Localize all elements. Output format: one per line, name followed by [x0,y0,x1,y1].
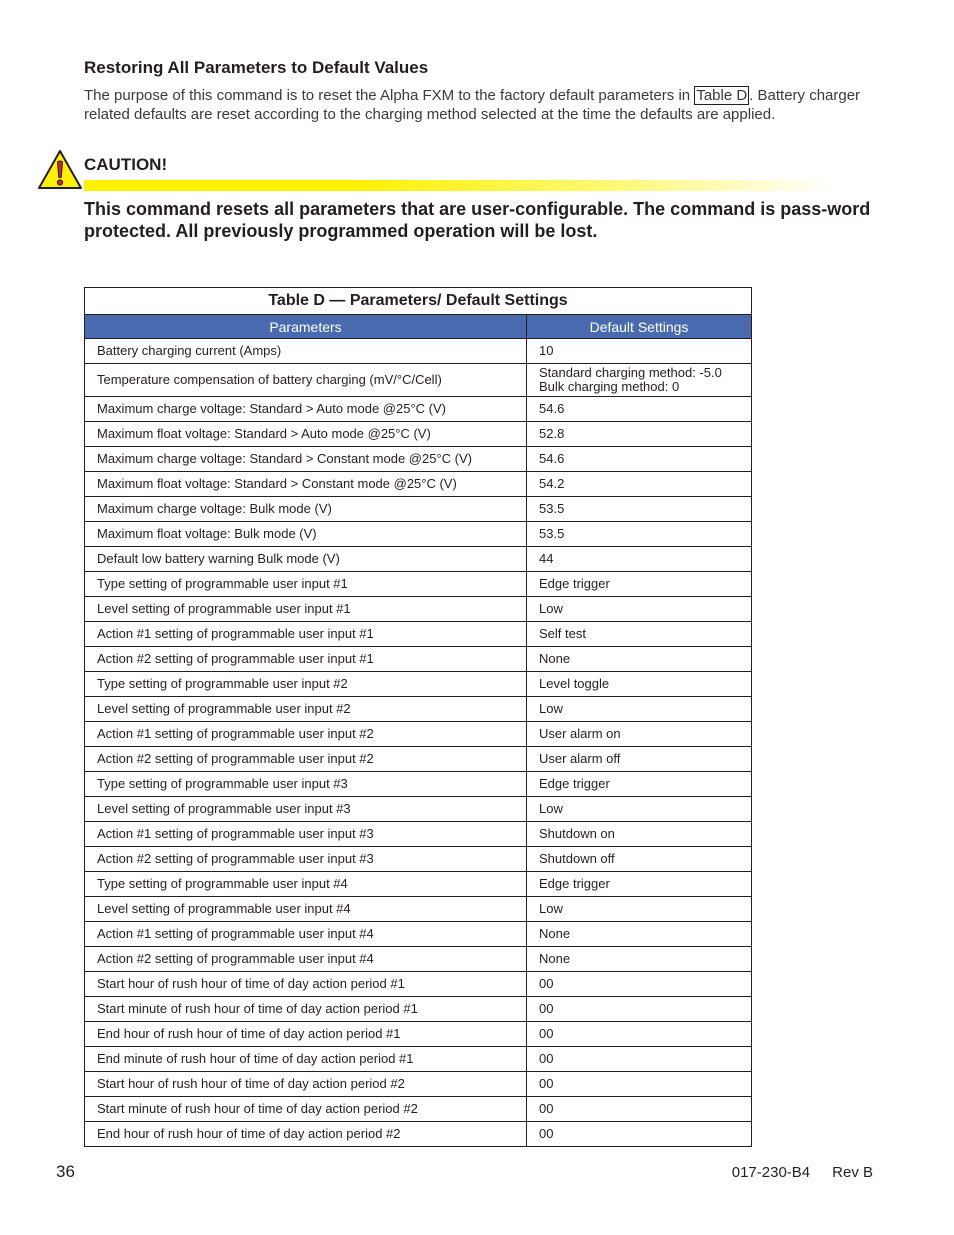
parameter-cell: Type setting of programmable user input #1 [85,572,527,597]
parameter-cell: Start hour of rush hour of time of day action period #1 [85,972,527,997]
parameter-cell: Action #1 setting of programmable user input #1 [85,622,527,647]
default-value-cell: Standard charging method: -5.0 Bulk charging method: 0 [527,364,752,397]
parameter-cell: Action #2 setting of programmable user input #3 [85,847,527,872]
default-value-cell: 54.2 [527,472,752,497]
table-row [85,497,752,522]
parameter-cell: Type setting of programmable user input #3 [85,772,527,797]
table-row [85,997,752,1022]
default-value-cell: Low [527,597,752,622]
table-row [85,722,752,747]
parameter-cell: Action #2 setting of programmable user input #4 [85,947,527,972]
table-row [85,422,752,447]
default-value-cell: Shutdown on [527,822,752,847]
table-row [85,597,752,622]
default-value-cell: 54.6 [527,447,752,472]
parameter-cell: Maximum float voltage: Bulk mode (V) [85,522,527,547]
table-row [85,672,752,697]
parameter-cell: Action #2 setting of programmable user input #2 [85,747,527,772]
table-row [85,1022,752,1047]
parameter-cell: Level setting of programmable user input #2 [85,697,527,722]
table-row [85,747,752,772]
default-value-cell: User alarm on [527,722,752,747]
table-row [85,1072,752,1097]
parameter-cell: Action #1 setting of programmable user input #3 [85,822,527,847]
table-row [85,364,752,397]
table-row [85,897,752,922]
table-row [85,339,752,364]
parameter-cell: Start minute of rush hour of time of day action period #2 [85,1097,527,1122]
table-row [85,1097,752,1122]
default-value-cell: 00 [527,997,752,1022]
table-row [85,622,752,647]
table-row [85,647,752,672]
parameters-defaults-table [84,287,752,1147]
doc-number: 017-230-B4 [731,1164,811,1181]
table-d-link[interactable]: Table D [696,87,748,104]
page-number: 36 [56,1162,75,1181]
table-row [85,872,752,897]
default-value-cell: User alarm off [527,747,752,772]
default-value-cell: 00 [527,1047,752,1072]
table-row [85,947,752,972]
parameter-cell: Maximum charge voltage: Standard > Auto mode @25°C (V) [85,397,527,422]
default-value-cell: Edge trigger [527,772,752,797]
default-value-cell: 54.6 [527,397,752,422]
parameter-cell: Default low battery warning Bulk mode (V) [85,547,527,572]
caution-title: CAUTION! [84,155,168,174]
default-value-cell: 53.5 [527,522,752,547]
caution-highlight-bar [84,180,834,191]
parameter-cell: Action #1 setting of programmable user input #4 [85,922,527,947]
table-row [85,772,752,797]
default-value-cell: 00 [527,1097,752,1122]
parameter-cell: Action #2 setting of programmable user input #1 [85,647,527,672]
default-value-cell: 10 [527,339,752,364]
parameter-cell: Battery charging current (Amps) [85,339,527,364]
default-value-cell: 00 [527,1022,752,1047]
parameter-cell: End minute of rush hour of time of day action period #1 [85,1047,527,1072]
default-value-cell: Low [527,697,752,722]
parameter-cell: Level setting of programmable user input #4 [85,897,527,922]
column-header-parameters: Parameters [85,315,527,339]
parameter-cell: Level setting of programmable user input #1 [85,597,527,622]
default-value-cell: 00 [527,1072,752,1097]
default-value-cell: Self test [527,622,752,647]
default-value-cell: None [527,647,752,672]
default-value-cell: Low [527,797,752,822]
parameter-cell: Maximum charge voltage: Bulk mode (V) [85,497,527,522]
parameter-cell: Action #1 setting of programmable user input #2 [85,722,527,747]
default-value-cell: None [527,922,752,947]
intro-paragraph [84,86,884,124]
intro-text-after: . Battery charger related defaults are reset according to the charging method selected at the time the defaults are applied. [84,87,861,123]
warning-exclamation-icon [37,149,83,191]
table-row [85,847,752,872]
parameter-cell: End hour of rush hour of time of day action period #2 [85,1122,527,1147]
table-row [85,472,752,497]
caution-message: This command resets all parameters that are user-configurable. The command is pass-word protected. All previously programmed operation will be lost. [84,199,871,241]
table-row [85,1047,752,1072]
default-value-cell: Low [527,897,752,922]
table-row [85,447,752,472]
parameter-cell: End hour of rush hour of time of day action period #1 [85,1022,527,1047]
section-title: Restoring All Parameters to Default Values [84,58,429,77]
table-row [85,522,752,547]
column-header-default-settings: Default Settings [527,315,752,339]
revision: Rev B [832,1164,873,1181]
table-row [85,547,752,572]
default-value-cell: 44 [527,547,752,572]
table-row [85,397,752,422]
parameter-cell: Start hour of rush hour of time of day action period #2 [85,1072,527,1097]
table-row [85,797,752,822]
parameter-cell: Type setting of programmable user input #4 [85,872,527,897]
defaults-table-container [84,287,751,1147]
default-value-cell: 52.8 [527,422,752,447]
default-value-cell: Shutdown off [527,847,752,872]
parameter-cell: Maximum float voltage: Standard > Auto mode @25°C (V) [85,422,527,447]
table-row [85,922,752,947]
default-value-cell: None [527,947,752,972]
parameter-cell: Type setting of programmable user input #2 [85,672,527,697]
default-value-cell: 00 [527,1122,752,1147]
parameter-cell: Maximum charge voltage: Standard > Constant mode @25°C (V) [85,447,527,472]
table-caption: Table D — Parameters/ Default Settings [85,288,752,315]
table-row [85,972,752,997]
intro-text-before: The purpose of this command is to reset the Alpha FXM to the factory default parameters in [84,87,695,104]
table-row [85,697,752,722]
default-value-cell: Level toggle [527,672,752,697]
parameter-cell: Level setting of programmable user input #3 [85,797,527,822]
parameter-cell: Start minute of rush hour of time of day action period #1 [85,997,527,1022]
table-row [85,1122,752,1147]
default-value-cell: 00 [527,972,752,997]
parameter-cell: Maximum float voltage: Standard > Constant mode @25°C (V) [85,472,527,497]
default-value-cell: Edge trigger [527,572,752,597]
default-value-cell: Edge trigger [527,872,752,897]
table-row [85,572,752,597]
document-id [732,1164,873,1181]
table-row [85,822,752,847]
default-value-cell: 53.5 [527,497,752,522]
parameter-cell: Temperature compensation of battery charging (mV/°C/Cell) [85,364,527,397]
